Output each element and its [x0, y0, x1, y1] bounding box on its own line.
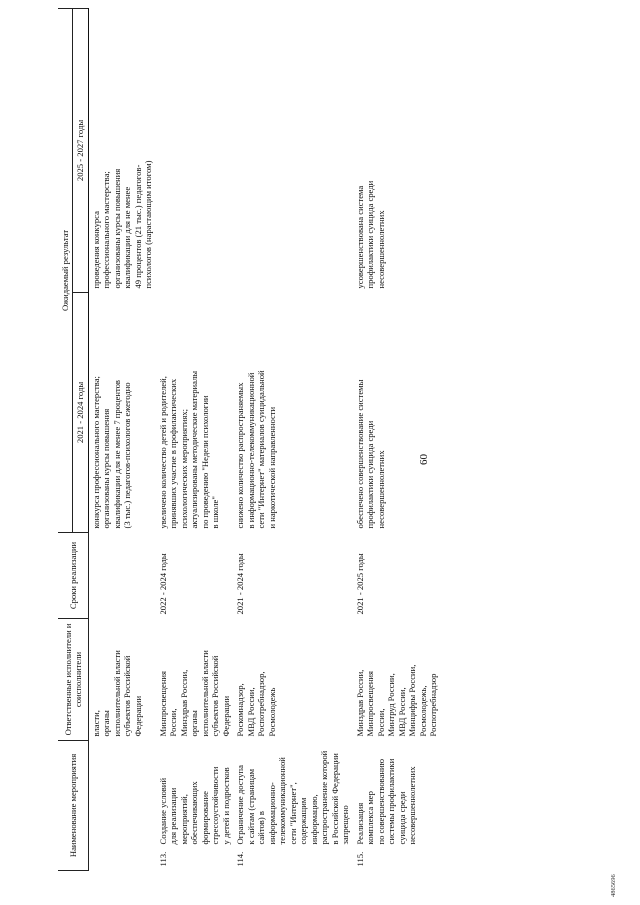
- measures-table: [58, 8, 440, 871]
- cont-result-a: конкурса профессионального мастерства; организованы курсы повышения квалификации для не менее 7 процентов (3 тыс.) педагогов-психологов ежегодно: [90, 376, 133, 529]
- table-row: [156, 8, 233, 870]
- cont-result-b: проведения конкурса профессионального мастерства; организованы курсы повышения квалификации для не менее 49 процентов (21 тыс.) педагогов- психологов (нарастающим итогом): [90, 160, 154, 289]
- row-result-a: увеличено количество детей и родителей, принявших участие в профилактических психологических мероприятиях; актуализированы методические материалы по проведению "Недели психологии в школе": [157, 370, 221, 529]
- row-responsible: Минпросвещения России, Минздрав России, органы исполнительной власти субъектов Российской Федерации: [157, 650, 231, 737]
- table-row: [353, 8, 441, 870]
- header-period: Сроки реализации: [58, 532, 88, 618]
- row-result-a: снижено количество распространяемых в информационно-телекоммуникационной сети "Интернет" материалов суицидальной и наркотической направленности: [235, 370, 277, 529]
- cont-responsible: власти, органы исполнительной власти субъектов Российской Федерации: [90, 650, 143, 737]
- row-number: 114.: [235, 851, 246, 867]
- row-responsible: Минздрав России, Минпросвещения России, Минтруд России, МВД России, Минцифры России, Росмолодежь, Роспотребнадзор: [354, 664, 438, 737]
- row-period: 2022 - 2024 годы: [157, 553, 168, 615]
- row-result-b: [233, 8, 352, 292]
- row-result-b: [156, 8, 233, 292]
- table-row: [233, 8, 352, 870]
- row-name: Реализация комплекса мер по совершенствованию системы профилактики суицида среди несовершеннолетних: [354, 758, 418, 845]
- row-name: Создание условий для реализации мероприятий, обеспечивающих формирование стрессоустойчивости у детей и подростков: [157, 766, 231, 845]
- header-name: Наименование мероприятия: [58, 740, 88, 870]
- document-id: 4865696: [610, 874, 617, 897]
- row-number: 115.: [354, 851, 365, 867]
- row-responsible: Роскомнадзор, МВД России, Роспотребнадзор, Росмолодежь: [235, 671, 277, 737]
- row-period: 2021 - 2024 годы: [235, 553, 246, 615]
- row-name: Ограничение доступа к сайтам (страницам сайтов) в информационно- телекоммуникационной сети "Интернет", содержащим информацию, распространение которой в Российской Федерации запрещено: [235, 750, 351, 845]
- header-result-b: 2025 - 2027 годы: [73, 8, 88, 292]
- header-result: Ожидаемый результат: [58, 8, 73, 532]
- header-result-a: 2021 - 2024 годы: [73, 292, 88, 532]
- row-number: 113.: [157, 851, 168, 867]
- continuation-row: [88, 8, 155, 870]
- header-responsible: Ответственные исполнители и соисполнители: [58, 618, 88, 740]
- row-result-a: обеспечено совершенствование системы профилактики суицида среди несовершеннолетних: [354, 379, 386, 529]
- row-period: 2021 - 2025 годы: [354, 553, 365, 615]
- row-result-b: усовершенствована система профилактики суицида среди несовершеннолетних: [354, 180, 386, 289]
- page-number: 60: [418, 454, 430, 465]
- header-row-1: [58, 8, 73, 870]
